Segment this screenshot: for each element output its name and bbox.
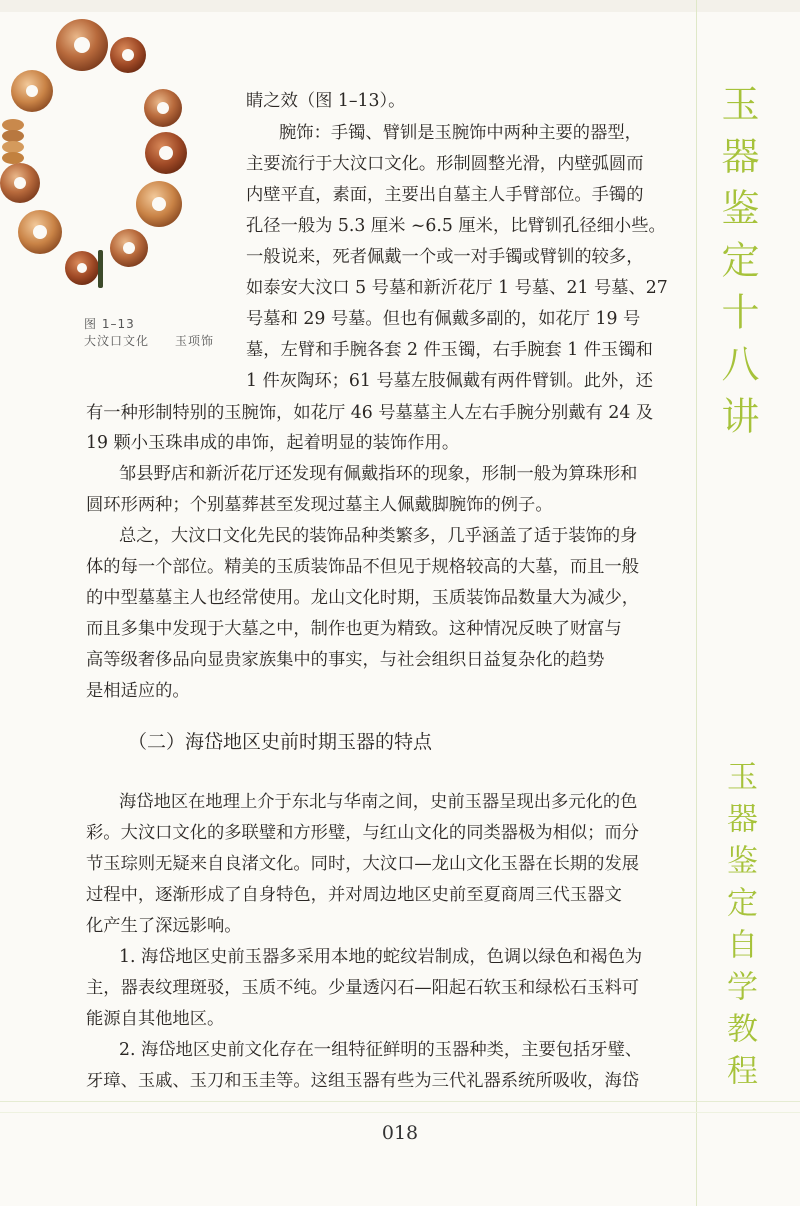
- body-line: 总之，大汶口文化先民的装饰品种类繁多，几乎涵盖了适于装饰的身: [119, 526, 638, 546]
- jade-ring-3: [110, 37, 146, 73]
- body-line: 内壁平直，素面，主要出自墓主人手臂部位。手镯的: [246, 185, 644, 205]
- body-line: 1 件灰陶环；61 号墓左肢佩戴有两件臂钏。此外，还: [246, 371, 653, 391]
- jade-ring-6: [136, 181, 182, 227]
- section-line: 彩。大汶口文化的多联璧和方形璧，与红山文化的同类器极为相似；而分: [86, 823, 640, 843]
- section-heading: （二）海岱地区史前时期玉器的特点: [128, 731, 433, 753]
- jade-necklace-figure: [0, 18, 225, 293]
- body-line: 而且多集中发现于大墓之中，制作也更为精致。这种情况反映了财富与: [86, 619, 622, 639]
- section-line: 节玉琮则无疑来自良渚文化。同时，大汶口—龙山文化玉器在长期的发展: [86, 854, 640, 874]
- body-line: 主要流行于大汶口文化。形制圆整光滑，内壁弧圆而: [246, 154, 644, 174]
- section-line: 牙璋、玉戚、玉刀和玉圭等。这组玉器有些为三代礼器系统所吸收，海岱: [86, 1071, 640, 1091]
- body-line: 一般说来，死者佩戴一个或一对手镯或臂钏的较多，: [246, 247, 644, 267]
- section-line: 过程中，逐渐形成了自身特色，并对周边地区史前至夏商周三代玉器文: [86, 885, 622, 905]
- body-line: 孔径一般为 5.3 厘米 ~6.5 厘米，比臂钏孔径细小些。: [246, 216, 666, 236]
- book-title-vertical: 玉器鉴定十八讲: [715, 84, 759, 448]
- section-line: 1. 海岱地区史前玉器多采用本地的蛇纹岩制成，色调以绿色和褐色为: [119, 947, 643, 967]
- body-line: 邹县野店和新沂花厅还发现有佩戴指环的现象，形制一般为算珠形和: [119, 464, 638, 484]
- body-line: 的中型墓墓主人也经常使用。龙山文化时期，玉质装饰品数量大为减少，: [86, 588, 640, 608]
- jade-ring-7: [110, 229, 148, 267]
- body-line: 是相适应的。: [86, 681, 190, 701]
- jade-ring-9: [18, 210, 62, 254]
- section-line: 海岱地区在地理上介于东北与华南之间，史前玉器呈现出多元化的色: [119, 792, 638, 812]
- body-line: 圆环形两种；个别墓葬甚至发现过墓主人佩戴脚腕饰的例子。: [86, 495, 553, 515]
- jade-ring-5: [145, 132, 187, 174]
- figure-caption: [84, 316, 214, 350]
- page-top-edge: [0, 0, 800, 12]
- body-line: 腕饰：手镯、臂钏是玉腕饰中两种主要的器型，: [279, 123, 642, 143]
- sidebar-divider: [696, 0, 697, 1206]
- jade-bead-column: [2, 119, 24, 164]
- section-line: 2. 海岱地区史前文化存在一组特征鲜明的玉器种类，主要包括牙璧、: [119, 1040, 643, 1060]
- body-line: 有一种形制特别的玉腕饰，如花厅 46 号墓墓主人左右手腕分别戴有 24 及: [86, 403, 654, 423]
- body-line: 号墓和 29 号墓。但也有佩戴多副的，如花厅 19 号: [246, 309, 641, 329]
- body-line: 睛之效（图 1–13）。: [246, 91, 406, 111]
- body-line: 如泰安大汶口 5 号墓和新沂花厅 1 号墓、21 号墓、27: [246, 278, 668, 298]
- jade-ring-10: [0, 163, 40, 203]
- section-line: 主，器表纹理斑驳，玉质不纯。少量透闪石—阳起石软玉和绿松石玉料可: [86, 978, 640, 998]
- body-line: 高等级奢侈品向显贵家族集中的事实，与社会组织日益复杂化的趋势: [86, 650, 605, 670]
- jade-ring-2: [11, 70, 53, 112]
- footer-rule-secondary: [0, 1112, 800, 1113]
- body-line: 墓，左臂和手腕各套 2 件玉镯，右手腕套 1 件玉镯和: [246, 340, 653, 360]
- figure-caption-text: 大汶口文化 玉项饰: [84, 334, 215, 348]
- body-line: 19 颗小玉珠串成的串饰，起着明显的装饰作用。: [86, 433, 460, 453]
- jade-pendant: [98, 250, 103, 288]
- body-line: 体的每一个部位。精美的玉质装饰品不但见于规格较高的大墓，而且一般: [86, 557, 640, 577]
- figure-caption-number: 图 1–13: [84, 317, 135, 331]
- section-line: 能源自其他地区。: [86, 1009, 225, 1029]
- jade-ring-1: [56, 19, 108, 71]
- footer-rule: [0, 1101, 800, 1102]
- section-line: 化产生了深远影响。: [86, 916, 242, 936]
- jade-ring-4: [144, 89, 182, 127]
- page-number: 018: [381, 1122, 419, 1144]
- series-title-vertical: 玉器鉴定自学教程: [721, 760, 757, 1096]
- jade-ring-8: [65, 251, 99, 285]
